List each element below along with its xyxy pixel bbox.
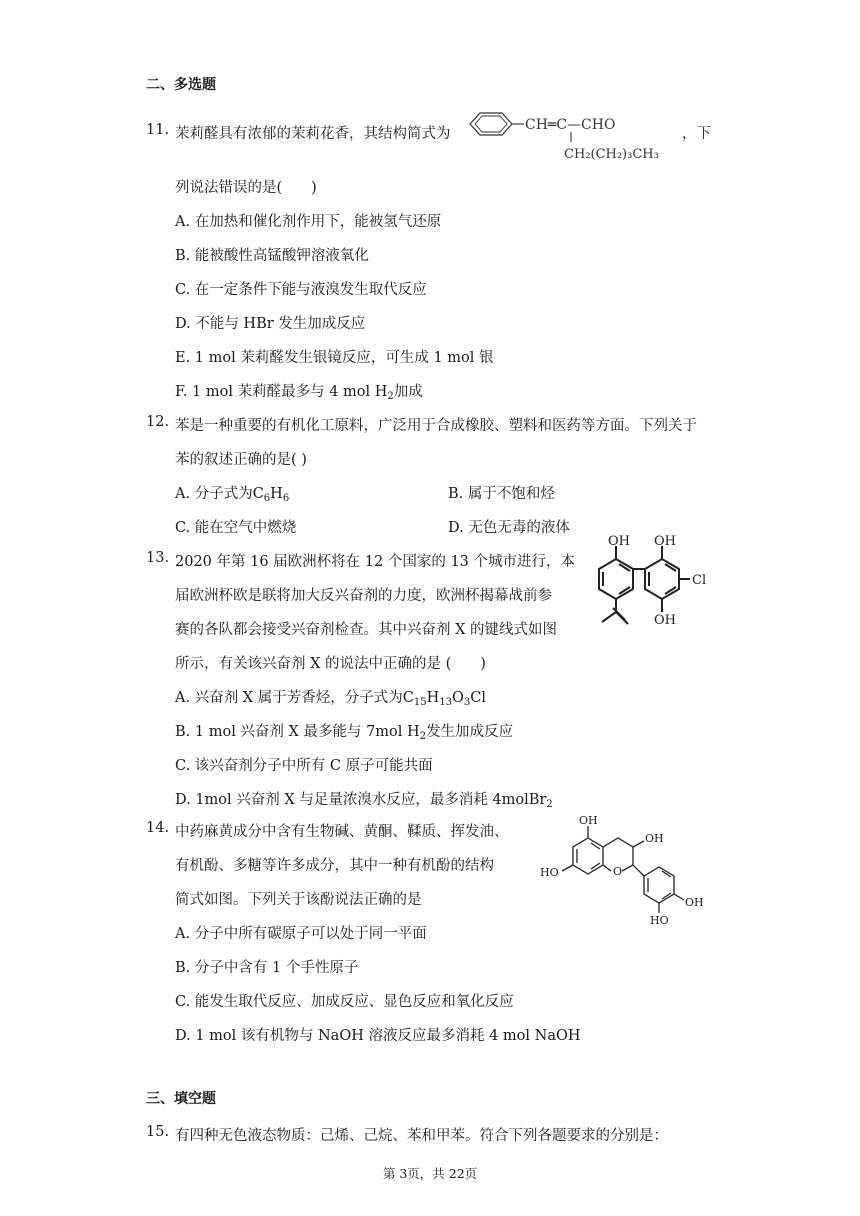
jasminaldehyde-structure [462, 104, 692, 166]
ho-label: HO [650, 914, 669, 927]
cl-label: Cl [692, 573, 707, 588]
question-stem-line: 赛的各队都会接受兴奋剂检查。其中兴奋剂 X 的键线式如图 [175, 622, 558, 638]
option-a: A. 分子中所有碳原子可以处于同一平面 [175, 926, 427, 942]
question-number: 15. [146, 1124, 170, 1140]
structure-bottom-text: CH₂(CH₂)₃CH₃ [564, 147, 659, 162]
option-e: E. 1 mol 茉莉醛发生银镜反应，可生成 1 mol 银 [175, 350, 494, 366]
oh-label: OH [685, 896, 704, 909]
option-a: A. 兴奋剂 X 属于芳香烃，分子式为$C_{15}H_{13}O_3Cl$ [175, 690, 486, 708]
option-d: D. 1mol 兴奋剂 X 与足量浓溴水反应，最多消耗 4molBr$_2$ [175, 792, 553, 810]
option-c: C. 在一定条件下能与液溴发生取代反应 [175, 282, 427, 298]
question-number: 12. [146, 414, 170, 430]
oh-label: OH [579, 814, 598, 827]
option-c: C. 能发生取代反应、加成反应、显色反应和氧化反应 [175, 994, 514, 1010]
question-number: 14. [146, 820, 170, 836]
question-stem-continued: 苯的叙述正确的是( ) [175, 452, 307, 468]
option-d: D. 不能与 HBr 发生加成反应 [175, 316, 366, 332]
section-heading-fill-blank: 三、填空题 [146, 1091, 216, 1107]
question-number: 11. [146, 122, 170, 138]
structure-top-text: CH═C—CHO [525, 117, 616, 133]
catechin-structure [538, 810, 718, 930]
ho-label: HO [540, 866, 559, 879]
question-stem-line: 2020 年第 16 届欧洲杯将在 12 个国家的 13 个城市进行，本 [175, 554, 576, 570]
option-b: B. 1 mol 兴奋剂 X 最多能与 7mol $H_2$发生加成反应 [175, 724, 514, 742]
o-label: O [613, 865, 623, 878]
option-b: B. 能被酸性高锰酸钾溶液氧化 [175, 248, 369, 264]
question-stem: 苯是一种重要的有机化工原料，广泛用于合成橡胶、塑料和医药等方面。下列关于 [175, 418, 697, 434]
stimulant-x-structure [582, 532, 722, 632]
oh-label: OH [645, 832, 664, 845]
option-f: F. 1 mol 茉莉醛最多与 4 mol $H_2$加成 [175, 384, 423, 402]
section-heading-multi-choice: 二、多选题 [146, 77, 216, 93]
option-b: B. 分子中含有 1 个手性原子 [175, 960, 359, 976]
question-stem-tail: ，下 [682, 126, 711, 142]
option-c: C. 该兴奋剂分子中所有 C 原子可能共面 [175, 758, 433, 774]
page-footer: 第 3页，共 22页 [382, 1166, 478, 1181]
option-d: D. 1 mol 该有机物与 NaOH 溶液反应最多消耗 4 mol NaOH [175, 1028, 581, 1044]
question-number: 13. [146, 550, 170, 566]
option-c: C. 能在空气中燃烧 [175, 520, 297, 536]
option-a: A. 在加热和催化剂作用下，能被氢气还原 [175, 214, 442, 230]
question-stem-line: 简式如图。下列关于该酚说法正确的是 [175, 892, 422, 908]
oh-label: OH [654, 613, 676, 628]
question-stem-line: 所示，有关该兴奋剂 X 的说法中正确的是 ( ) [175, 656, 486, 672]
option-d: D. 无色无毒的液体 [448, 520, 570, 536]
question-stem: 有四种无色液态物质：己烯、己烷、苯和甲苯。符合下列各题要求的分别是： [175, 1128, 668, 1144]
question-stem-line: 中药麻黄成分中含有生物碱、黄酮、鞣质、挥发油、 [175, 824, 509, 840]
question-stem-continued: 列说法错误的是( ) [175, 180, 317, 196]
question-stem: 茉莉醛具有浓郁的茉莉花香，其结构简式为 [175, 126, 451, 142]
option-b: B. 属于不饱和烃 [448, 486, 555, 502]
option-a: A. 分子式为$C_6H_6$ [175, 486, 290, 504]
oh-label: OH [608, 534, 630, 549]
question-stem-line: 届欧洲杯欧是联将加大反兴奋剂的力度，欧洲杯揭幕战前参 [175, 588, 552, 604]
question-stem-line: 有机酚、多糖等许多成分，其中一种有机酚的结构 [175, 858, 494, 874]
oh-label: OH [654, 534, 676, 549]
